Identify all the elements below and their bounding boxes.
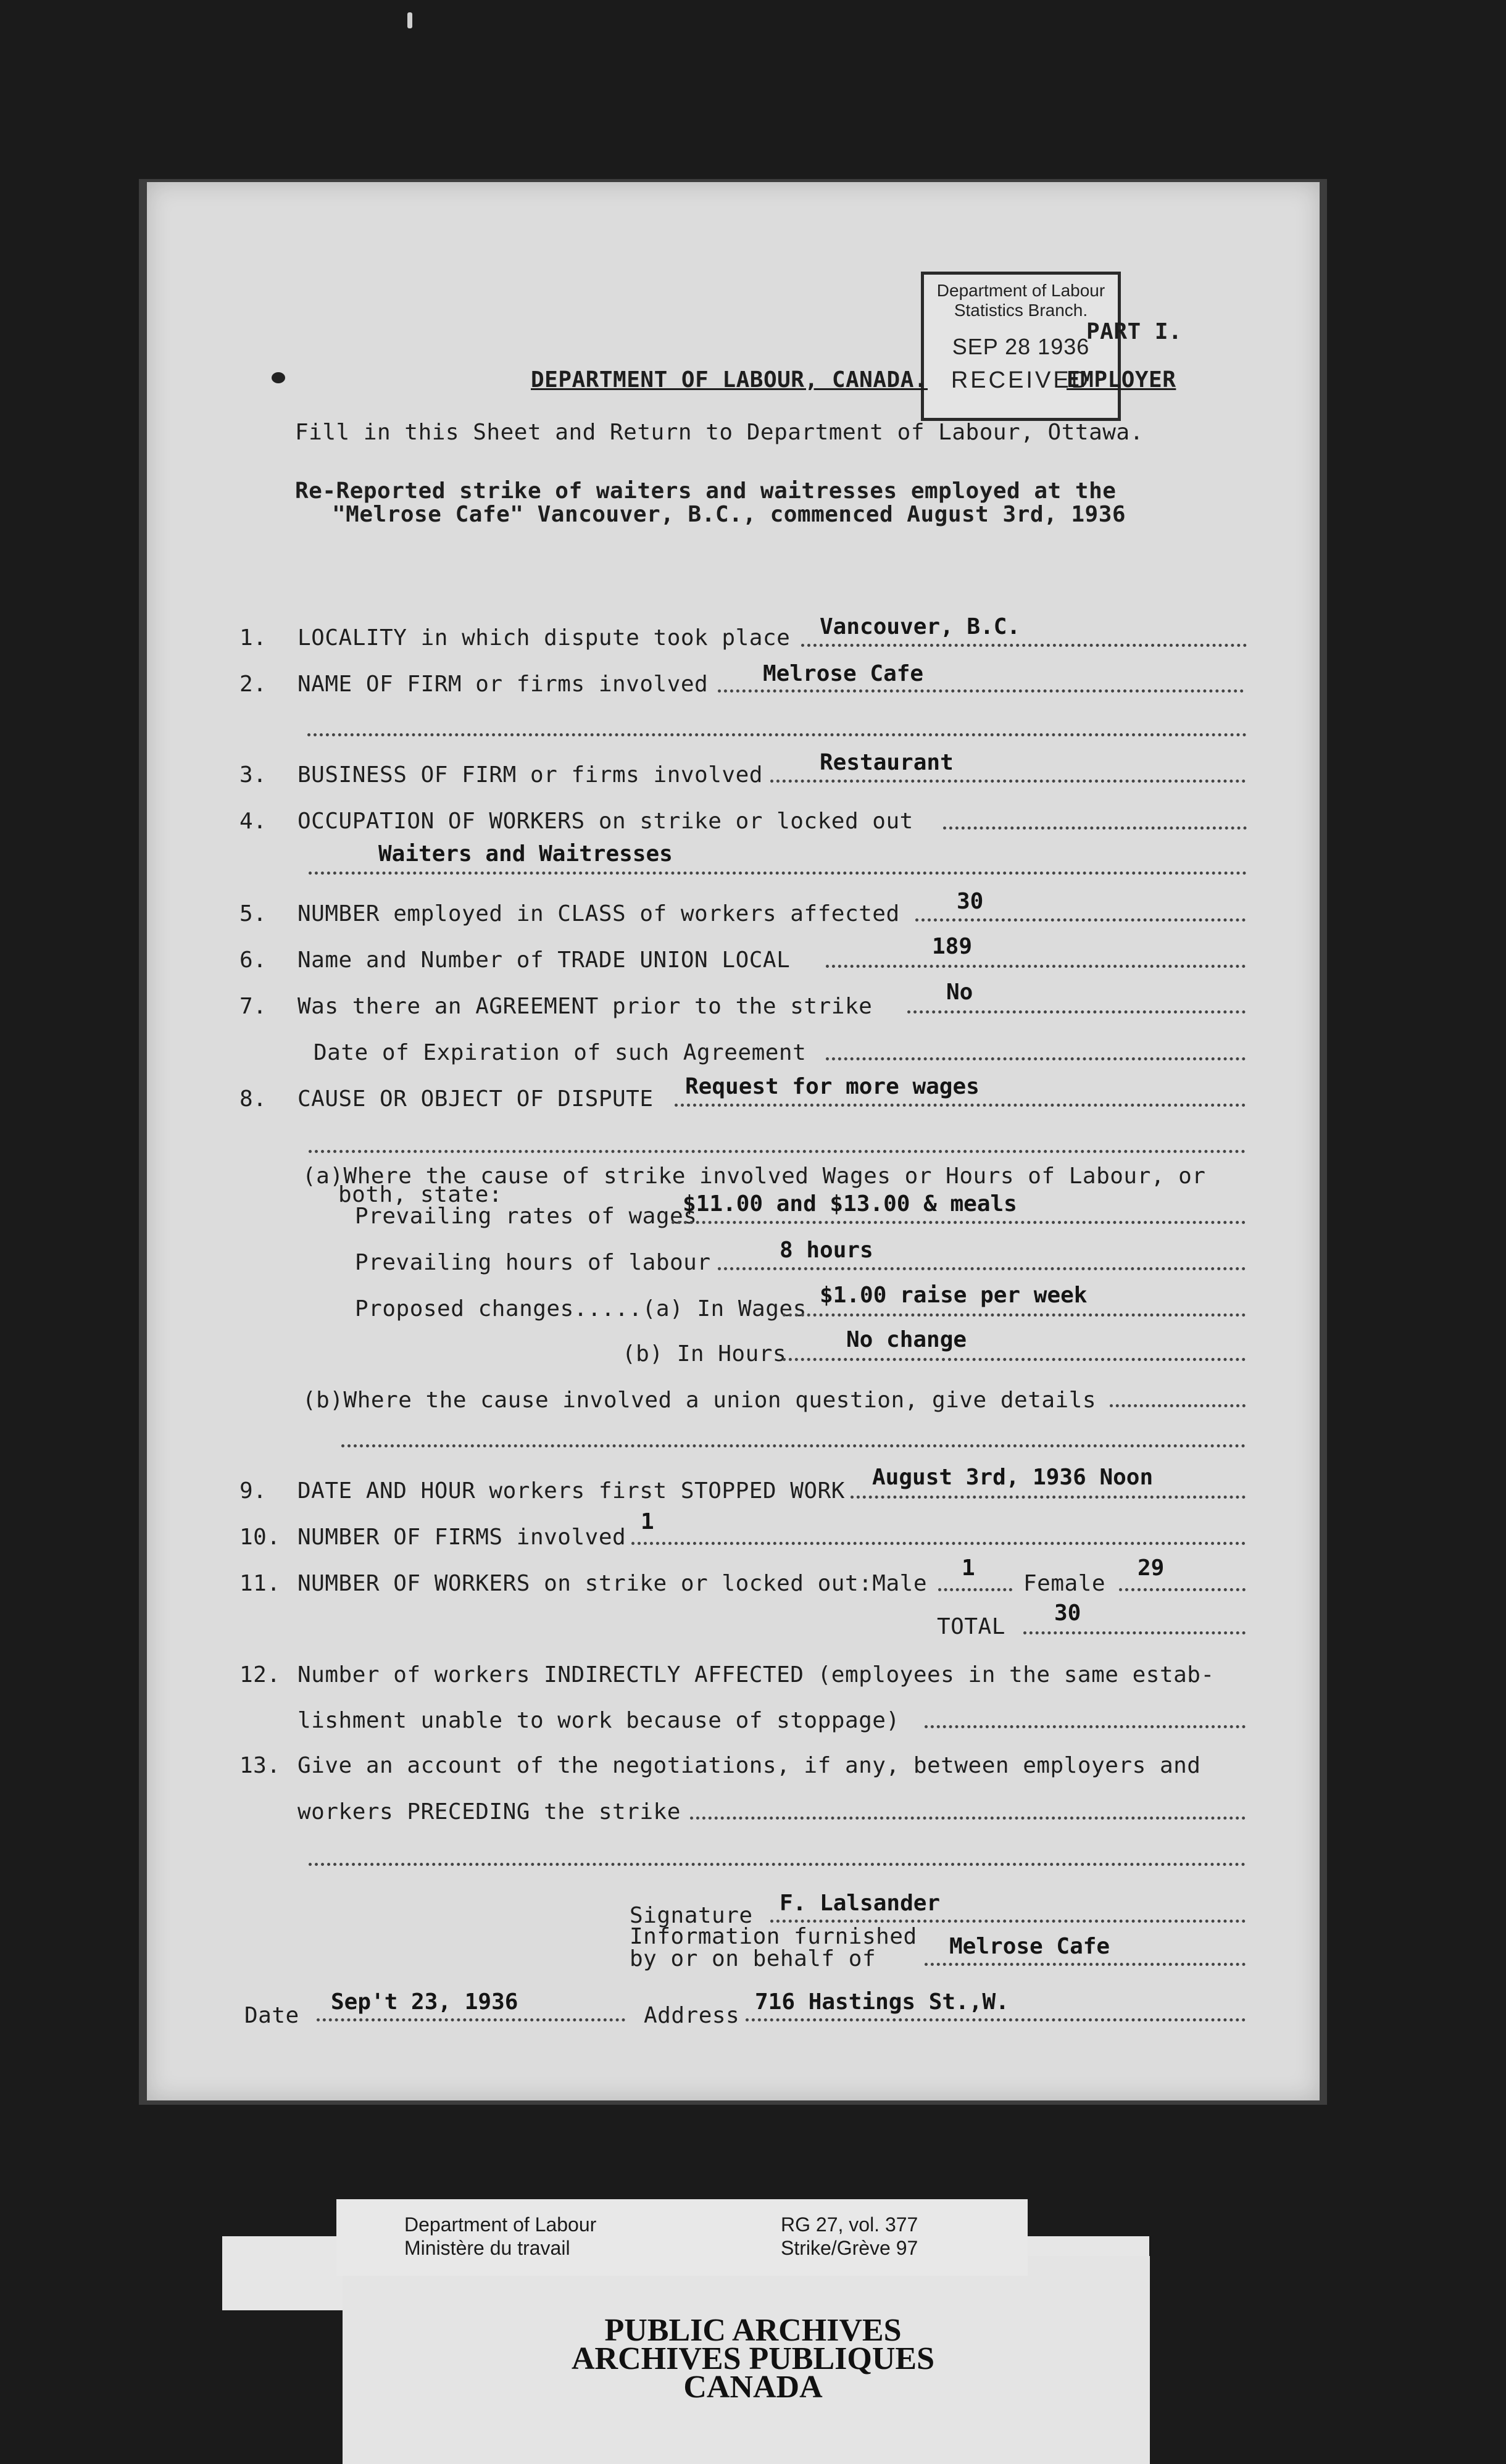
workers-male-value: 1 [962, 1555, 975, 1581]
locality-line [801, 644, 1247, 647]
signature-line [770, 1920, 1246, 1923]
negotiations-label-2: workers PRECEDING the strike [297, 1799, 681, 1825]
address-value: 716 Hastings St.,W. [755, 1989, 1009, 2015]
item-number: 13. [239, 1753, 281, 1778]
cause-line-2 [309, 1150, 1246, 1153]
workers-female-label: Female [1023, 1571, 1106, 1596]
negotiations-line [690, 1817, 1246, 1820]
signature-label: Signature [630, 1903, 753, 1928]
prevailing-hours-value: 8 hours [780, 1238, 873, 1263]
business-value: Restaurant [820, 750, 954, 775]
wages-hours-state: both, state: [338, 1182, 503, 1207]
workers-total-value: 30 [1054, 1600, 1081, 1626]
workers-male-label: NUMBER OF WORKERS on strike or locked out:Male [297, 1571, 927, 1596]
proposed-wages-value: $1.00 raise per week [820, 1283, 1088, 1308]
agreement-expiration-line [826, 1057, 1246, 1060]
employed-value: 30 [957, 889, 984, 914]
item-number: 10. [239, 1525, 281, 1550]
occupation-value: Waiters and Waitresses [378, 841, 673, 867]
agreement-value: No [946, 980, 973, 1005]
item-number: 1. [239, 625, 267, 651]
stopped-work-label: DATE AND HOUR workers first STOPPED WORK [297, 1478, 845, 1504]
stamp-branch: Statistics Branch. [954, 301, 1088, 320]
strike-number: Strike/Grève 97 [781, 2237, 918, 2259]
firms-involved-line [631, 1542, 1246, 1545]
part-label: PART I. [1086, 319, 1183, 344]
agreement-label: Was there an AGREEMENT prior to the strike [297, 994, 873, 1019]
address-label: Address [644, 2003, 740, 2028]
furnished-label: Information furnished [630, 1924, 917, 1949]
record-group: RG 27, vol. 377 [781, 2213, 918, 2236]
form-type: EMPLOYER [1067, 367, 1176, 393]
archive-reference-card [336, 2199, 1028, 2276]
item-number: 8. [239, 1086, 267, 1112]
date-label: Date [244, 2003, 299, 2028]
item-number: 3. [239, 762, 267, 788]
union-local-label: Name and Number of TRADE UNION LOCAL [297, 947, 791, 973]
occupation-line [943, 826, 1247, 830]
prevailing-rates-line [672, 1221, 1246, 1224]
item-number: 12. [239, 1662, 281, 1688]
firm-name-line-2 [307, 733, 1247, 736]
prevailing-hours-label: Prevailing hours of labour [355, 1250, 711, 1275]
stamp-department: Department of Labour [936, 281, 1105, 300]
archives-canada: CANADA [683, 2370, 823, 2405]
label-bracket-left [222, 2236, 346, 2310]
prevailing-hours-line [718, 1267, 1246, 1270]
cause-label: CAUSE OR OBJECT OF DISPUTE [297, 1086, 654, 1112]
pin-mark [407, 12, 412, 28]
union-question-line-2 [341, 1444, 1246, 1447]
public-archives-fr: ARCHIVES PUBLIQUES [571, 2341, 935, 2376]
address-line [746, 2018, 1246, 2021]
item-number: 9. [239, 1478, 267, 1504]
stopped-work-value: August 3rd, 1936 Noon [872, 1465, 1154, 1490]
indirectly-affected-label-2: lishment unable to work because of stoppage) [297, 1708, 900, 1733]
signature-value: F. Lalsander [780, 1891, 941, 1916]
indirectly-affected-label: Number of workers INDIRECTLY AFFECTED (employees in the same estab- [297, 1662, 1215, 1688]
furnished-value: Melrose Cafe [949, 1934, 1110, 1959]
subtitle-line-1: Re-Reported strike of waiters and waitresses employed at the [295, 478, 1117, 504]
firms-involved-label: NUMBER OF FIRMS involved [297, 1525, 626, 1550]
indirectly-affected-line [925, 1725, 1246, 1728]
bullet-mark [272, 372, 285, 383]
cause-line [675, 1104, 1246, 1107]
received-stamp [921, 272, 1121, 421]
proposed-wages-line [783, 1313, 1246, 1317]
dept-french: Ministère du travail [404, 2237, 570, 2259]
form-instruction: Fill in this Sheet and Return to Department of Labour, Ottawa. [295, 420, 1144, 445]
date-line [317, 2018, 625, 2021]
date-value: Sep't 23, 1936 [331, 1989, 518, 2015]
prevailing-rates-label: Prevailing rates of wages [355, 1204, 697, 1229]
proposed-wages-label: Proposed changes.....(a) In Wages [355, 1296, 807, 1321]
furnished-line [925, 1963, 1246, 1966]
firms-involved-value: 1 [641, 1509, 654, 1534]
agreement-line [907, 1010, 1246, 1013]
form-sheet [147, 182, 1320, 2100]
item-number: 4. [239, 809, 267, 834]
union-local-line [826, 965, 1246, 968]
furnished-label-2: by or on behalf of [630, 1946, 876, 1971]
proposed-hours-line [783, 1358, 1246, 1361]
locality-label: LOCALITY in which dispute took place [297, 625, 791, 651]
employed-label: NUMBER employed in CLASS of workers affected [297, 901, 900, 926]
workers-total-label: TOTAL [937, 1614, 1005, 1639]
workers-female-line [1119, 1588, 1246, 1591]
proposed-hours-label: (b) In Hours [622, 1341, 787, 1367]
firm-name-value: Melrose Cafe [763, 661, 924, 686]
item-number: 6. [239, 947, 267, 973]
firm-name-label: NAME OF FIRM or firms involved [297, 672, 709, 697]
occupation-label: OCCUPATION OF WORKERS on strike or locked out [297, 809, 913, 834]
public-archives-en: PUBLIC ARCHIVES [604, 2313, 902, 2348]
item-number: 2. [239, 672, 267, 697]
dept-english: Department of Labour [404, 2213, 597, 2236]
agreement-expiration-label: Date of Expiration of such Agreement [314, 1040, 807, 1065]
cause-value: Request for more wages [685, 1074, 980, 1099]
stopped-work-line [851, 1496, 1246, 1499]
item-number: 11. [239, 1571, 281, 1596]
firm-name-line [718, 689, 1244, 693]
workers-male-line [938, 1588, 1012, 1591]
union-question-line [1110, 1404, 1246, 1407]
form-title: DEPARTMENT OF LABOUR, CANADA. [531, 367, 928, 393]
prevailing-rates-value: $11.00 and $13.00 & meals [683, 1191, 1017, 1217]
subtitle-line-2: "Melrose Cafe" Vancouver, B.C., commenced August 3rd, 1936 [332, 502, 1126, 527]
occupation-line-2 [309, 872, 1247, 875]
stamp-received: RECEIVED [951, 367, 1091, 393]
locality-value: Vancouver, B.C. [820, 614, 1021, 639]
item-number: 7. [239, 994, 267, 1019]
workers-total-line [1023, 1631, 1246, 1634]
employed-line [915, 918, 1246, 922]
business-label: BUSINESS OF FIRM or firms involved [297, 762, 763, 788]
stamp-date: SEP 28 1936 [952, 334, 1090, 359]
wages-hours-instruction: (a)Where the cause of strike involved Wages or Hours of Labour, or [302, 1163, 1206, 1189]
union-question-label: (b)Where the cause involved a union question, give details [302, 1388, 1097, 1413]
item-number: 5. [239, 901, 267, 926]
negotiations-line-2 [309, 1863, 1246, 1866]
union-local-value: 189 [932, 934, 973, 959]
business-line [770, 780, 1246, 783]
negotiations-label: Give an account of the negotiations, if any, between employers and [297, 1753, 1201, 1778]
proposed-hours-value: No change [846, 1327, 967, 1352]
workers-female-value: 29 [1138, 1555, 1165, 1581]
